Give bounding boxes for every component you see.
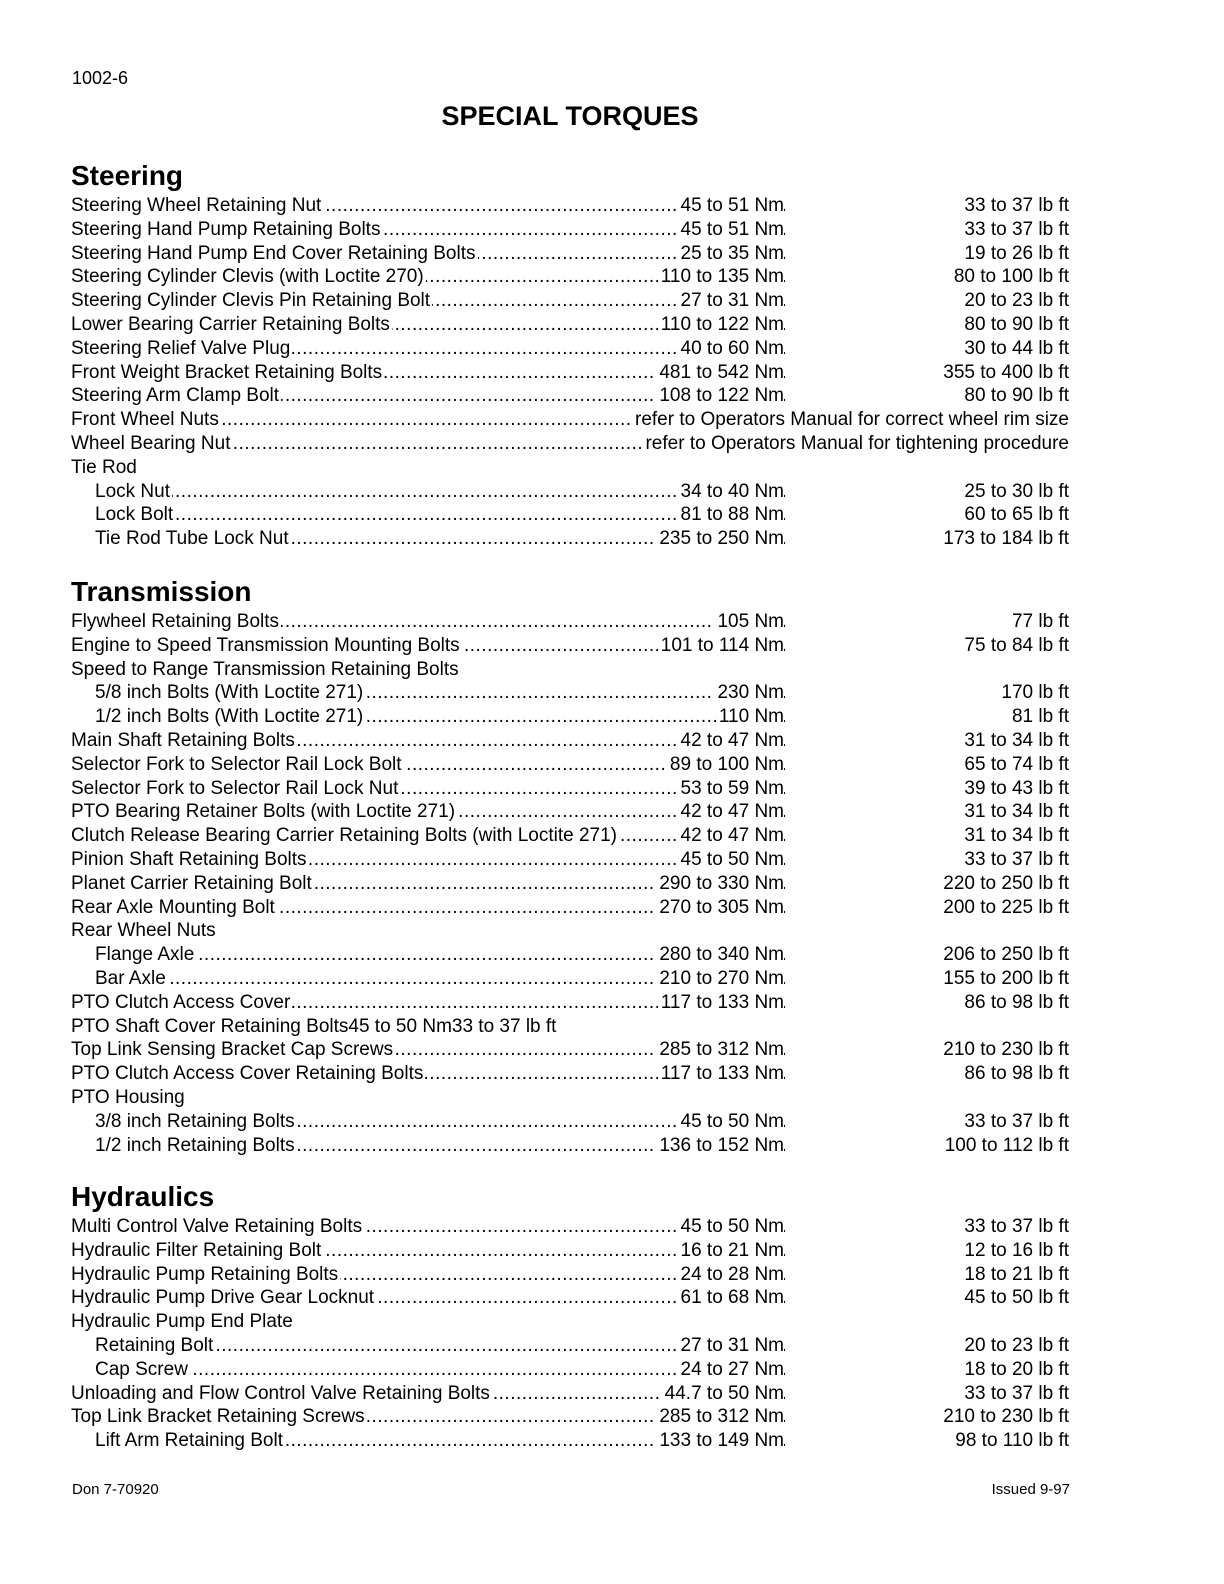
group-row [71, 1310, 1071, 1334]
row-label: Steering Hand Pump Retaining Bolts [71, 218, 381, 240]
row-label: Rear Axle Mounting Bolt [71, 896, 275, 918]
row-label: Front Wheel Nuts [71, 409, 219, 431]
row-lbft-value: 31 to 34 lb ft [964, 825, 1069, 847]
row-label: Steering Arm Clamp Bolt [71, 385, 280, 407]
row-nm-value: 27 to 31 Nm [678, 289, 785, 313]
table-row [71, 967, 1071, 991]
table-row [71, 1215, 1071, 1239]
table-row [71, 1038, 1071, 1062]
table-row [71, 1429, 1071, 1453]
row-lbft-value: 33 to 37 lb ft [964, 1216, 1069, 1237]
row-lbft-value: 210 to 230 lb ft [943, 1039, 1069, 1061]
steering-section [71, 158, 1071, 551]
row-nm-value: 24 to 28 Nm [678, 1263, 785, 1287]
row-label: Engine to Speed Transmission Mounting Bolts [71, 634, 460, 656]
table-row [71, 337, 1071, 361]
row-nm-value: 285 to 312 Nm [656, 1405, 784, 1429]
row-lbft-value: 33 to 37 lb ft [964, 1110, 1069, 1132]
row-lbft-value: 173 to 184 lb ft [943, 528, 1069, 550]
table-row [71, 943, 1071, 967]
row-label: Bar Axle [71, 968, 168, 989]
row-nm-value: 44.7 to 50 Nm [662, 1382, 784, 1406]
row-nm-value: 210 to 270 Nm [656, 967, 784, 991]
table-row [71, 800, 1071, 824]
row-lbft-value: 77 lb ft [1011, 611, 1069, 632]
row-nm-value: 280 to 340 Nm [656, 943, 784, 967]
row-lbft-value: 33 to 37 lb ft [964, 848, 1069, 870]
table-row [71, 289, 1071, 313]
row-lbft-value: 86 to 98 lb ft [964, 991, 1069, 1013]
row-lbft-value: 75 to 84 lb ft [964, 634, 1069, 656]
group-row [71, 456, 1071, 480]
row-label: 1/2 inch Retaining Bolts [71, 1135, 297, 1156]
row-note: refer to Operators Manual for correct wheel rim size [635, 409, 1069, 431]
row-lbft-value: 86 to 98 lb ft [964, 1063, 1069, 1085]
table-row [71, 218, 1071, 242]
row-note: refer to Operators Manual for tightening procedure [645, 432, 1069, 454]
table-row [71, 408, 1071, 432]
row-label: Multi Control Valve Retaining Bolts [71, 1216, 363, 1237]
row-lbft-value: 60 to 65 lb ft [964, 504, 1069, 526]
row-nm-value: 117 to 133 Nm [658, 991, 784, 1015]
row-lbft-value: 18 to 21 lb ft [964, 1263, 1069, 1285]
row-nm-value: 45 to 50 Nm [678, 848, 785, 872]
table-row [71, 1405, 1071, 1429]
row-lbft-value: 31 to 34 lb ft [964, 801, 1069, 823]
table-row [71, 705, 1071, 729]
row-nm-value: 45 to 51 Nm [678, 218, 785, 242]
row-nm-value: 110 to 122 Nm [658, 313, 784, 337]
row-nm-value: 42 to 47 Nm [678, 824, 785, 848]
row-nm-value: 53 to 59 Nm [678, 777, 785, 801]
table-row [71, 313, 1071, 337]
steering-heading: Steering [71, 160, 184, 191]
row-lbft-value: 19 to 26 lb ft [964, 242, 1069, 264]
row-label: Planet Carrier Retaining Bolt [71, 872, 312, 894]
row-nm-value: 136 to 152 Nm [656, 1134, 784, 1158]
row-label: Hydraulic Pump End Plate [71, 1311, 293, 1333]
footer-issued: Issued 9-97 [991, 1481, 1070, 1498]
row-nm-value: 42 to 47 Nm [678, 800, 785, 824]
row-nm-value: 270 to 305 Nm [656, 896, 784, 920]
table-row [71, 1110, 1071, 1134]
row-label: Unloading and Flow Control Valve Retaining Bolts [71, 1382, 490, 1404]
row-label: Hydraulic Pump Retaining Bolts [71, 1263, 339, 1285]
table-row [71, 753, 1071, 777]
row-label: 5/8 inch Bolts (With Loctite 271) [71, 682, 365, 703]
group-row [71, 1086, 1071, 1110]
table-row [71, 527, 1071, 551]
row-nm-value: 89 to 100 Nm [667, 753, 784, 777]
row-label: Selector Fork to Selector Rail Lock Nut [71, 777, 399, 799]
hydraulics-section [71, 1179, 1071, 1453]
table-row [71, 1358, 1071, 1382]
table-row [71, 1062, 1071, 1086]
row-label: Top Link Sensing Bracket Cap Screws [71, 1039, 394, 1061]
row-nm-value: 108 to 122 Nm [656, 384, 784, 408]
row-nm-value: 25 to 35 Nm [678, 242, 785, 266]
table-row [71, 1134, 1071, 1158]
row-lbft-value: 355 to 400 lb ft [943, 361, 1069, 383]
row-label: Wheel Bearing Nut [71, 432, 231, 454]
row-nm-value: 101 to 114 Nm [658, 634, 784, 658]
table-row [71, 1382, 1071, 1406]
row-label: Cap Screw [71, 1359, 190, 1380]
row-nm-value: 45 to 51 Nm [678, 194, 785, 218]
table-row [71, 729, 1071, 753]
row-lbft-value: 100 to 112 lb ft [944, 1134, 1069, 1156]
row-lbft-value: 30 to 44 lb ft [964, 337, 1069, 359]
row-label: Hydraulic Pump Drive Gear Locknut [71, 1287, 375, 1309]
row-label: Steering Hand Pump End Cover Retaining Bolts [71, 242, 476, 264]
row-label: Flywheel Retaining Bolts [71, 611, 280, 632]
row-label: Lock Bolt [71, 504, 175, 525]
row-label: Tie Rod [71, 456, 137, 478]
row-lbft-value: 33 to 37 lb ft [964, 1382, 1069, 1404]
row-nm-value: 42 to 47 Nm [678, 729, 785, 753]
row-nm-value: 235 to 250 Nm [656, 527, 784, 551]
row-label: Clutch Release Bearing Carrier Retaining Bolts (with Loctite 271) [71, 825, 617, 847]
table-row [71, 384, 1071, 408]
row-label: Retaining Bolt [71, 1335, 215, 1356]
table-row [71, 1015, 1071, 1039]
row-label: Top Link Bracket Retaining Screws [71, 1406, 365, 1428]
row-nm-value: 285 to 312 Nm [656, 1038, 784, 1062]
row-label: Rear Wheel Nuts [71, 920, 216, 942]
row-lbft-value: 98 to 110 lb ft [955, 1430, 1069, 1452]
transmission-heading: Transmission [71, 576, 252, 607]
table-row [71, 634, 1071, 658]
row-lbft-value: 33 to 37 lb ft [964, 195, 1069, 216]
row-nm-value: 24 to 27 Nm [678, 1358, 785, 1382]
row-label: PTO Bearing Retainer Bolts (with Loctite 271) [71, 801, 456, 823]
row-label: Selector Fork to Selector Rail Lock Bolt [71, 753, 402, 775]
row-nm-value: 481 to 542 Nm [656, 361, 784, 385]
group-row [71, 658, 1071, 682]
table-row [71, 777, 1071, 801]
row-label: PTO Shaft Cover Retaining Bolts45 to 50 Nm33 to 37 lb ft [71, 1015, 557, 1037]
row-label: Pinion Shaft Retaining Bolts [71, 848, 307, 870]
row-label: Flange Axle [71, 944, 196, 965]
row-lbft-value: 210 to 230 lb ft [943, 1406, 1069, 1428]
row-label: Main Shaft Retaining Bolts [71, 729, 295, 751]
table-row [71, 1286, 1071, 1310]
row-label: PTO Clutch Access Cover [71, 991, 291, 1013]
hydraulics-heading: Hydraulics [71, 1181, 215, 1212]
table-row [71, 610, 1071, 634]
row-nm-value: 40 to 60 Nm [678, 337, 785, 361]
table-row [71, 872, 1071, 896]
table-row [71, 480, 1071, 504]
row-nm-value: 117 to 133 Nm [658, 1062, 784, 1086]
row-nm-value: 230 Nm [714, 681, 784, 705]
page-title: SPECIAL TORQUES [441, 101, 699, 131]
row-lbft-value: 220 to 250 lb ft [943, 872, 1069, 894]
table-row [71, 1239, 1071, 1263]
row-lbft-value: 39 to 43 lb ft [964, 777, 1069, 799]
row-nm-value: 61 to 68 Nm [678, 1286, 785, 1310]
row-lbft-value: 65 to 74 lb ft [964, 753, 1069, 775]
row-lbft-value: 206 to 250 lb ft [943, 944, 1069, 966]
row-label: Speed to Range Transmission Retaining Bolts [71, 658, 459, 680]
row-label: Front Weight Bracket Retaining Bolts [71, 361, 383, 383]
row-label: Steering Cylinder Clevis Pin Retaining Bolt [71, 290, 431, 312]
row-label: Tie Rod Tube Lock Nut [71, 528, 291, 549]
row-label: Steering Cylinder Clevis (with Loctite 270) [71, 266, 424, 288]
table-row [71, 361, 1071, 385]
row-lbft-value: 45 to 50 lb ft [964, 1287, 1069, 1309]
row-label: 3/8 inch Retaining Bolts [71, 1111, 297, 1132]
table-row [71, 681, 1071, 705]
row-nm-value: 81 to 88 Nm [678, 503, 785, 527]
row-lbft-value: 31 to 34 lb ft [964, 729, 1069, 751]
row-lbft-value: 80 to 100 lb ft [953, 266, 1069, 288]
row-lbft-value: 33 to 37 lb ft [964, 218, 1069, 240]
row-nm-value: 290 to 330 Nm [656, 872, 784, 896]
table-row [71, 1334, 1071, 1358]
row-lbft-value: 80 to 90 lb ft [964, 385, 1069, 407]
row-lbft-value: 81 lb ft [1011, 706, 1069, 728]
row-nm-value: 110 Nm [716, 705, 784, 729]
table-row [71, 194, 1071, 218]
row-lbft-value: 80 to 90 lb ft [964, 313, 1069, 335]
table-row [71, 503, 1071, 527]
row-nm-value: 16 to 21 Nm [678, 1239, 785, 1263]
group-row [71, 919, 1071, 943]
table-row [71, 896, 1071, 920]
row-nm-value: 110 to 135 Nm [658, 265, 784, 289]
table-row [71, 824, 1071, 848]
row-lbft-value: 18 to 20 lb ft [964, 1358, 1069, 1380]
row-nm-value: 105 Nm [714, 610, 784, 634]
row-label: Hydraulic Filter Retaining Bolt [71, 1239, 322, 1261]
row-label: PTO Housing [71, 1086, 185, 1108]
row-lbft-value: 170 lb ft [1001, 682, 1069, 704]
row-lbft-value: 200 to 225 lb ft [943, 896, 1069, 918]
row-label: 1/2 inch Bolts (With Loctite 271) [71, 706, 365, 727]
row-nm-value: 45 to 50 Nm [678, 1215, 785, 1239]
row-label: Lower Bearing Carrier Retaining Bolts [71, 313, 390, 335]
row-lbft-value: 20 to 23 lb ft [964, 290, 1069, 312]
table-row [71, 265, 1071, 289]
row-label: PTO Clutch Access Cover Retaining Bolts [71, 1063, 424, 1085]
row-nm-value: 27 to 31 Nm [678, 1334, 785, 1358]
row-lbft-value: 25 to 30 lb ft [964, 480, 1069, 502]
row-lbft-value: 20 to 23 lb ft [964, 1334, 1069, 1356]
table-row [71, 991, 1071, 1015]
row-nm-value: 133 to 149 Nm [656, 1429, 784, 1453]
transmission-section [71, 574, 1071, 1157]
page-number: 1002-6 [72, 68, 129, 88]
row-label: Lock Nut [71, 481, 172, 502]
row-label: Steering Wheel Retaining Nut [71, 195, 322, 216]
row-lbft-value: 12 to 16 lb ft [964, 1239, 1069, 1261]
table-row [71, 242, 1071, 266]
row-lbft-value: 155 to 200 lb ft [943, 967, 1069, 989]
table-row [71, 848, 1071, 872]
table-row [71, 1263, 1071, 1287]
row-nm-value: 34 to 40 Nm [678, 480, 785, 504]
row-label: Lift Arm Retaining Bolt [71, 1430, 285, 1451]
table-row [71, 432, 1071, 456]
row-label: Steering Relief Valve Plug [71, 337, 291, 359]
footer-doc-number: Don 7-70920 [72, 1481, 159, 1498]
row-nm-value: 45 to 50 Nm [678, 1110, 785, 1134]
